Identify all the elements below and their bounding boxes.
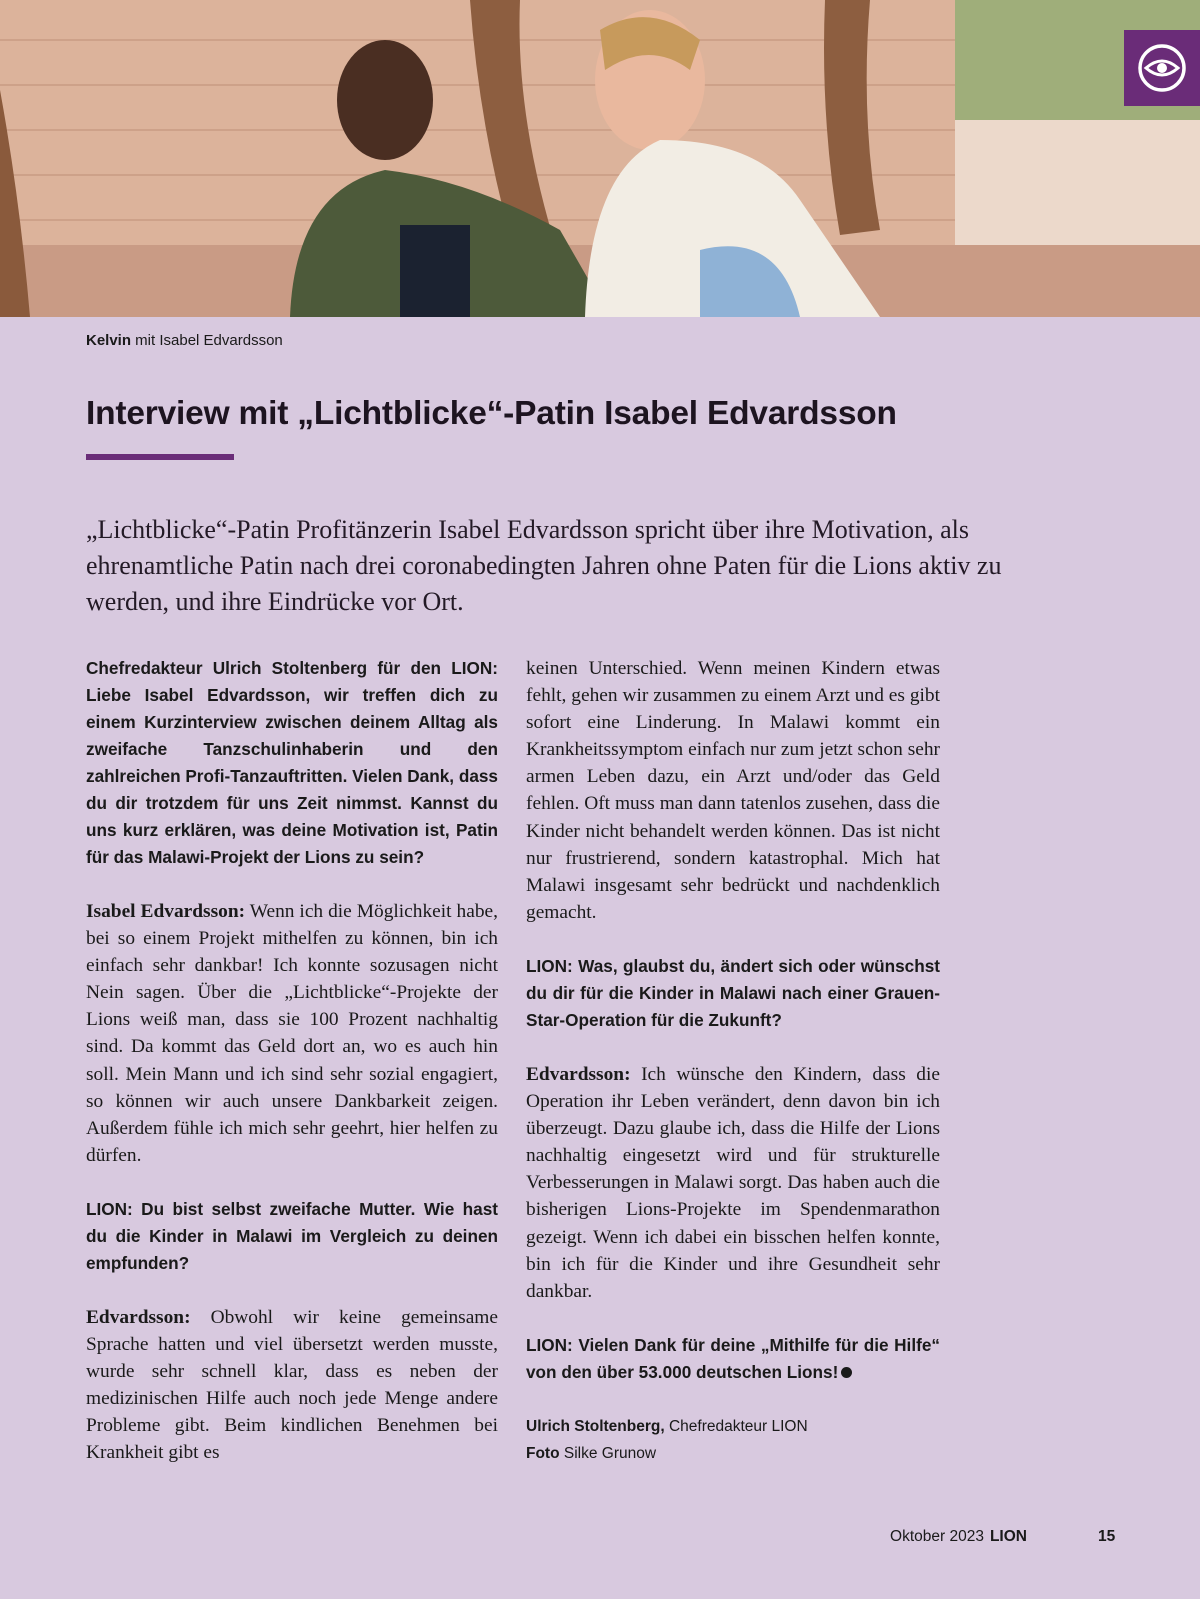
headline-rule	[86, 454, 234, 460]
answer-1	[86, 898, 498, 1169]
eye-badge	[1124, 30, 1200, 106]
caption-name: Kelvin	[86, 332, 132, 349]
credits	[526, 1413, 940, 1467]
article-lead: „Lichtblicke“-Patin Profitänzerin Isabel Edvardsson spricht über ihre Motivation, als ehrenamtliche Patin nach drei coronabedingten Jahren ohne Paten für die Lions aktiv zu werden, und ihre Eindrücke vor Ort.	[86, 515, 1002, 616]
photo-caption	[86, 332, 283, 349]
issue-info	[890, 1528, 1027, 1546]
left-column	[86, 655, 498, 1494]
answer-2	[86, 1304, 498, 1467]
page-number: 15	[1098, 1528, 1116, 1545]
author-name: Ulrich Stoltenberg,	[526, 1417, 665, 1435]
answer-3	[526, 1061, 940, 1305]
closing-question	[526, 1332, 940, 1386]
question-3: LION: Was, glaubst du, ändert sich oder wünschst du dir für die Kinder in Malawi nach einer Grauen-Star-Operation für die Zukunft?	[526, 955, 940, 1030]
answer-1-text: Wenn ich die Möglichkeit habe, bei so einem Projekt mithelfen zu können, bin ich einfach sehr dankbar! Ich konnte sozusagen nicht Nein sagen. Über die „Lichtblicke“-Projekte der Lions weiß man, dass sie 100 Prozent nachhaltig sind. Da kommt das Geld dort an, wo es auch hin soll. Mein Mann und ich sind sehr sozial engagiert, so können wir auch unsere Dankbarkeit zeigen. Außerdem fühle ich mich sehr geehrt, hier helfen zu dürfen.	[86, 901, 498, 1166]
answer-2-continued: keinen Unterschied. Wenn meinen Kindern etwas fehlt, gehen wir zusammen zu einem Arzt und es gibt sofort eine Linderung. In Malawi kommt ein Krankheitssymptom einfach nur zum jetzt schon sehr armen Leben dazu, ein Arzt und/oder das Geld fehlen. Oft muss man dann tatenlos zusehen, dass die Kinder nicht behandelt werden können. Das ist nicht nur frustrierend, sondern katastrophal. Mich hat Malawi insgesamt sehr bedrückt und nachdenklich gemacht.	[526, 658, 940, 923]
author-role: Chefredakteur LION	[664, 1417, 808, 1435]
photo-label: Foto	[526, 1444, 560, 1462]
question-2: LION: Du bist selbst zweifache Mutter. Wie hast du die Kinder in Malawi im Vergleich zu deinen empfunden?	[86, 1198, 498, 1273]
right-column	[526, 655, 940, 1467]
article-headline: Interview mit „Lichtblicke“-Patin Isabel Edvardsson	[86, 395, 897, 432]
closing-text: LION: Vielen Dank für deine „Mithilfe für die Hilfe“ von den über 53.000 deutschen Lions!	[526, 1334, 940, 1382]
answer-1-speaker: Isabel Edvardsson:	[86, 901, 246, 922]
answer-2-speaker: Edvardsson:	[86, 1306, 191, 1328]
photo-illustration	[0, 0, 1200, 317]
photo-credit	[526, 1440, 940, 1467]
caption-text: mit Isabel Edvardsson	[131, 332, 283, 349]
question-1: Chefredakteur Ulrich Stoltenberg für den LION: Liebe Isabel Edvardsson, wir treffen dich zu einem Kurzinterview zwischen deinem Alltag als zweifache Tanzschulinhaberin und den zahlreichen Profi-Tanzauftritten. Vielen Dank, dass du dir trotzdem für uns Zeit nimmst. Kannst du uns kurz erklären, was deine Motivation ist, Patin für das Malawi-Projekt der Lions zu sein?	[86, 658, 498, 867]
author-credit	[526, 1413, 940, 1440]
answer-3-speaker: Edvardsson:	[526, 1063, 631, 1085]
issue-date: Oktober 2023	[890, 1528, 984, 1545]
end-mark-icon	[841, 1367, 852, 1378]
header-photo	[0, 0, 1200, 317]
eye-icon	[1137, 43, 1187, 93]
magazine-name: LION	[989, 1528, 1027, 1545]
photo-credit-name: Silke Grunow	[559, 1444, 657, 1462]
answer-2-text: Obwohl wir keine gemeinsame Sprache hatten und viel übersetzt werden musste, wurde sehr schnell klar, dass es neben der medizinischen Hilfe auch noch jede Menge andere Probleme gibt. Beim kindlichen Benehmen bei Krankheit gibt es	[86, 1306, 498, 1464]
answer-3-text: Ich wünsche den Kindern, dass die Operation ihr Leben verändert, denn davon bin ich überzeugt. Dazu glaube ich, dass die Hilfe der Lions nachhaltig eingesetzt wird und für strukturelle Verbesserungen in Malawi sorgt. Das haben auch die bisherigen Lions-Projekte im Spendenmarathon gezeigt. Wenn ich dabei ein bisschen helfen konnte, bin ich für die Kinder und ihre Gesundheit sehr dankbar.	[526, 1063, 940, 1302]
